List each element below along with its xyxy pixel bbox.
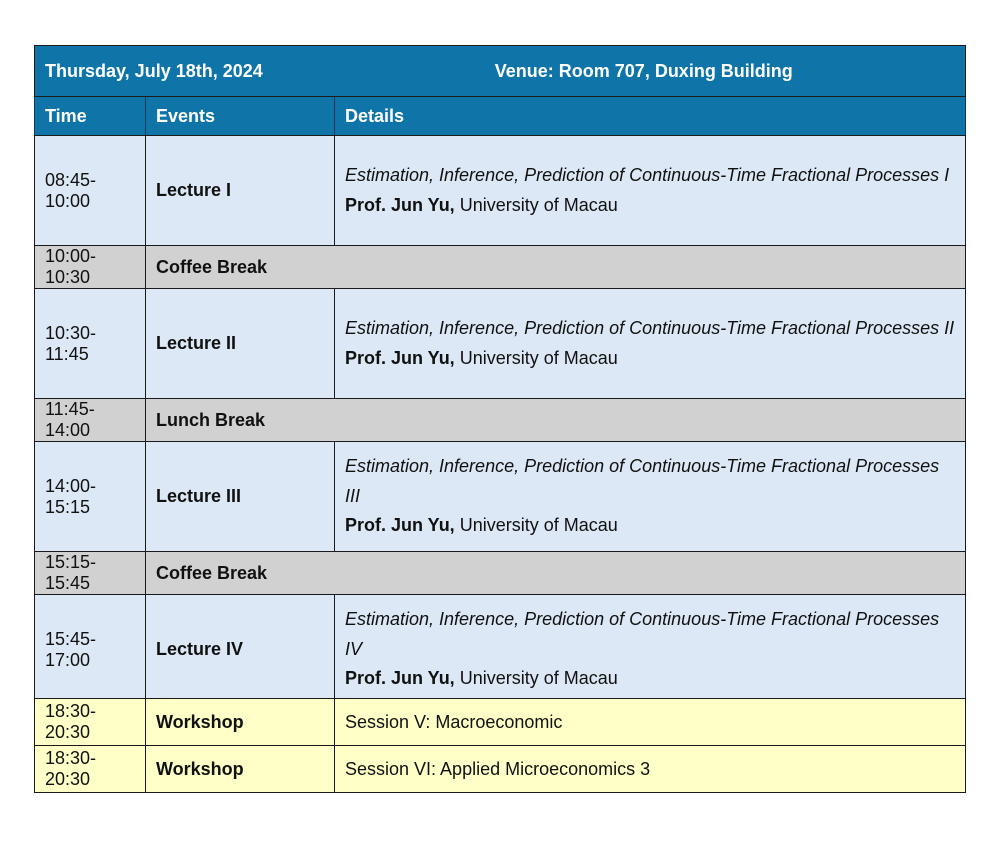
speaker-name: Prof. Jun Yu, bbox=[345, 194, 455, 215]
event-cell: Lecture I bbox=[146, 136, 335, 246]
speaker-line bbox=[345, 664, 955, 694]
event-cell: Lecture III bbox=[146, 442, 335, 552]
time-cell: 18:30-20:30 bbox=[35, 699, 146, 746]
time-cell: 10:30-11:45 bbox=[35, 289, 146, 399]
speaker-affiliation: University of Macau bbox=[454, 347, 618, 368]
column-header-time: Time bbox=[35, 97, 146, 136]
speaker-affiliation: University of Macau bbox=[454, 194, 618, 215]
table-row-break bbox=[35, 552, 966, 595]
table-row-lecture bbox=[35, 289, 966, 399]
table-row-break bbox=[35, 246, 966, 289]
table-row-lecture bbox=[35, 595, 966, 705]
time-cell: 15:15-15:45 bbox=[35, 552, 146, 595]
column-header-row bbox=[35, 97, 966, 136]
event-cell: Workshop bbox=[146, 699, 335, 746]
time-cell: 18:30-20:30 bbox=[35, 746, 146, 793]
speaker-affiliation: University of Macau bbox=[454, 515, 618, 536]
event-cell: Coffee Break bbox=[146, 246, 966, 289]
speaker-line bbox=[345, 344, 955, 374]
details-cell bbox=[335, 595, 966, 705]
schedule-table bbox=[34, 45, 966, 705]
time-cell: 15:45-17:00 bbox=[35, 595, 146, 705]
banner-cell bbox=[35, 46, 966, 97]
speaker-line bbox=[345, 191, 955, 221]
schedule-banner bbox=[35, 46, 966, 97]
speaker-name: Prof. Jun Yu, bbox=[345, 668, 455, 689]
details-cell: Session VI: Applied Microeconomics 3 bbox=[335, 746, 966, 793]
speaker-line bbox=[345, 511, 955, 541]
table-row-workshop bbox=[35, 746, 966, 793]
time-cell: 11:45-14:00 bbox=[35, 399, 146, 442]
lecture-title: Estimation, Inference, Prediction of Continuous-Time Fractional Processes IV bbox=[345, 609, 940, 659]
speaker-name: Prof. Jun Yu, bbox=[345, 515, 455, 536]
time-cell: 08:45-10:00 bbox=[35, 136, 146, 246]
time-cell: 10:00-10:30 bbox=[35, 246, 146, 289]
column-header-details: Details bbox=[335, 97, 966, 136]
event-cell: Lunch Break bbox=[146, 399, 966, 442]
details-cell bbox=[335, 442, 966, 552]
speaker-affiliation: University of Macau bbox=[454, 668, 618, 689]
lecture-title: Estimation, Inference, Prediction of Continuous-Time Fractional Processes II bbox=[345, 318, 955, 338]
lecture-title: Estimation, Inference, Prediction of Continuous-Time Fractional Processes I bbox=[345, 165, 950, 185]
banner-venue: Venue: Room 707, Duxing Building bbox=[494, 60, 793, 81]
event-cell: Workshop bbox=[146, 746, 335, 793]
details-cell bbox=[335, 136, 966, 246]
time-cell: 14:00-15:15 bbox=[35, 442, 146, 552]
event-cell: Coffee Break bbox=[146, 552, 966, 595]
banner-date: Thursday, July 18th, 2024 bbox=[45, 60, 263, 81]
table-row-lecture bbox=[35, 442, 966, 552]
speaker-name: Prof. Jun Yu, bbox=[345, 347, 455, 368]
workshop-table bbox=[34, 698, 966, 793]
event-cell: Lecture IV bbox=[146, 595, 335, 705]
column-header-events: Events bbox=[146, 97, 335, 136]
table-row-lecture bbox=[35, 136, 966, 246]
details-cell: Session V: Macroeconomic bbox=[335, 699, 966, 746]
details-cell bbox=[335, 289, 966, 399]
table-row-workshop bbox=[35, 699, 966, 746]
lecture-title: Estimation, Inference, Prediction of Continuous-Time Fractional Processes III bbox=[345, 456, 940, 506]
table-row-break bbox=[35, 399, 966, 442]
event-cell: Lecture II bbox=[146, 289, 335, 399]
